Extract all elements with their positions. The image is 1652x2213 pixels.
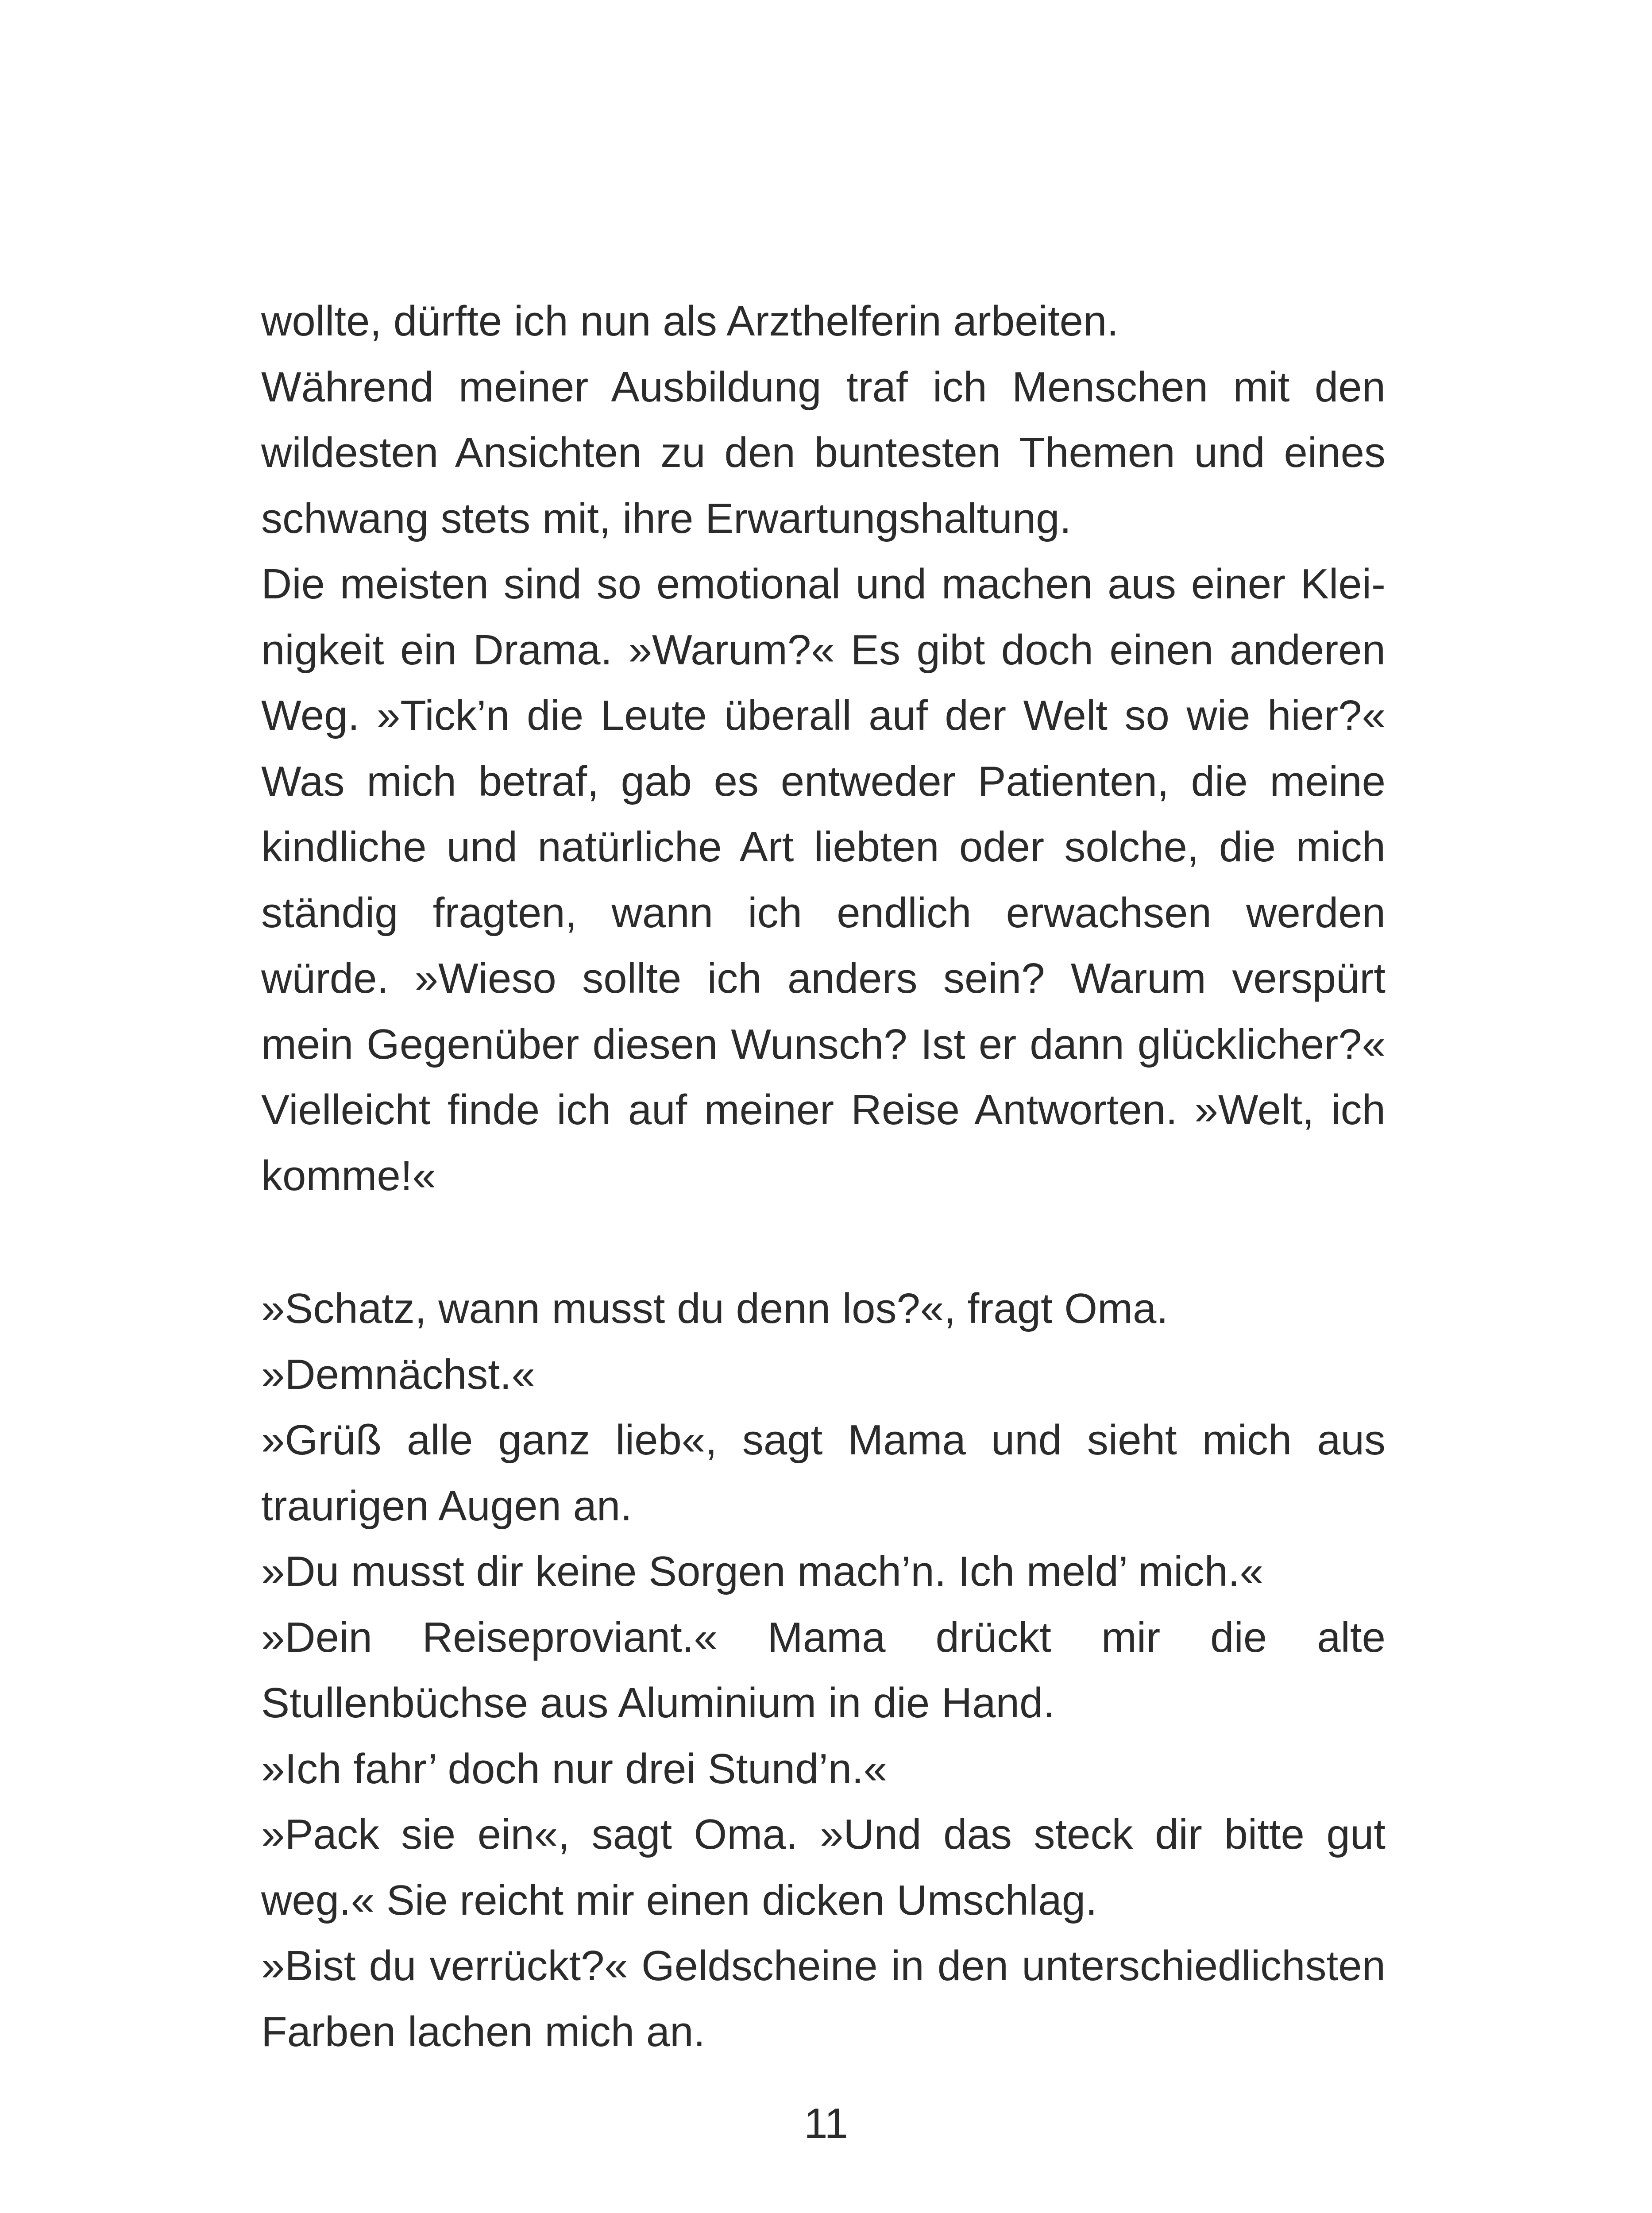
dialogue-line: »Grüß alle ganz lieb«, sagt Mama und sieht mich aus traurigen Augen an. — [261, 1416, 1386, 1530]
page-number: 11 — [804, 2100, 848, 2147]
dialogue-line: »Schatz, wann musst du denn los?«, fragt Oma. — [261, 1285, 1169, 1332]
dialogue-line: »Pack sie ein«, sagt Oma. »Und das steck dir bitte gut weg.« Sie reicht mir einen dicken Umschlag. — [261, 1811, 1386, 1924]
dialogue-line: »Dein Reiseproviant.« Mama drückt mir die alte Stullenbüchse aus Aluminium in die Hand. — [261, 1613, 1386, 1727]
dialogue-line: »Bist du verrückt?« Geldscheine in den unterschiedlichsten Farben lachen mich an. — [261, 1942, 1386, 2055]
dialogue-line: »Ich fahr’ doch nur drei Stund’n.« — [261, 1745, 888, 1793]
dialogue-line: »Demnächst.« — [261, 1350, 535, 1398]
paragraph: Die meisten sind so emotional und machen aus einer Kleinigkeit ein Drama. »Warum?« Es gibt doch einen anderen Weg. »Tick’n die Leute überall auf der Welt so wie hier?« Was mich betraf, gab es entweder Patienten, die meine kindliche und natürliche Art liebten oder solche, die mich ständig fragten, wann ich endlich erwachsen werden würde. »Wieso sollte ich anders sein? Warum verspürt mein Gegenüber diesen Wunsch? Ist er dann glücklicher?« Vielleicht finde ich auf meiner Reise Antworten. »Welt, ich komme!« — [261, 560, 1386, 1199]
section-break — [261, 1209, 1386, 1276]
dialogue-line: »Du musst dir keine Sorgen mach’n. Ich meld’ mich.« — [261, 1548, 1264, 1595]
paragraph: Während meiner Ausbildung traf ich Menschen mit den wildesten Ansichten zu den buntesten Themen und eines schwang stets mit, ihre Erwartungshaltung. — [261, 363, 1386, 542]
body-text — [261, 289, 1386, 2065]
paragraph: wollte, dürfte ich nun als Arzthelferin arbeiten. — [261, 297, 1119, 345]
